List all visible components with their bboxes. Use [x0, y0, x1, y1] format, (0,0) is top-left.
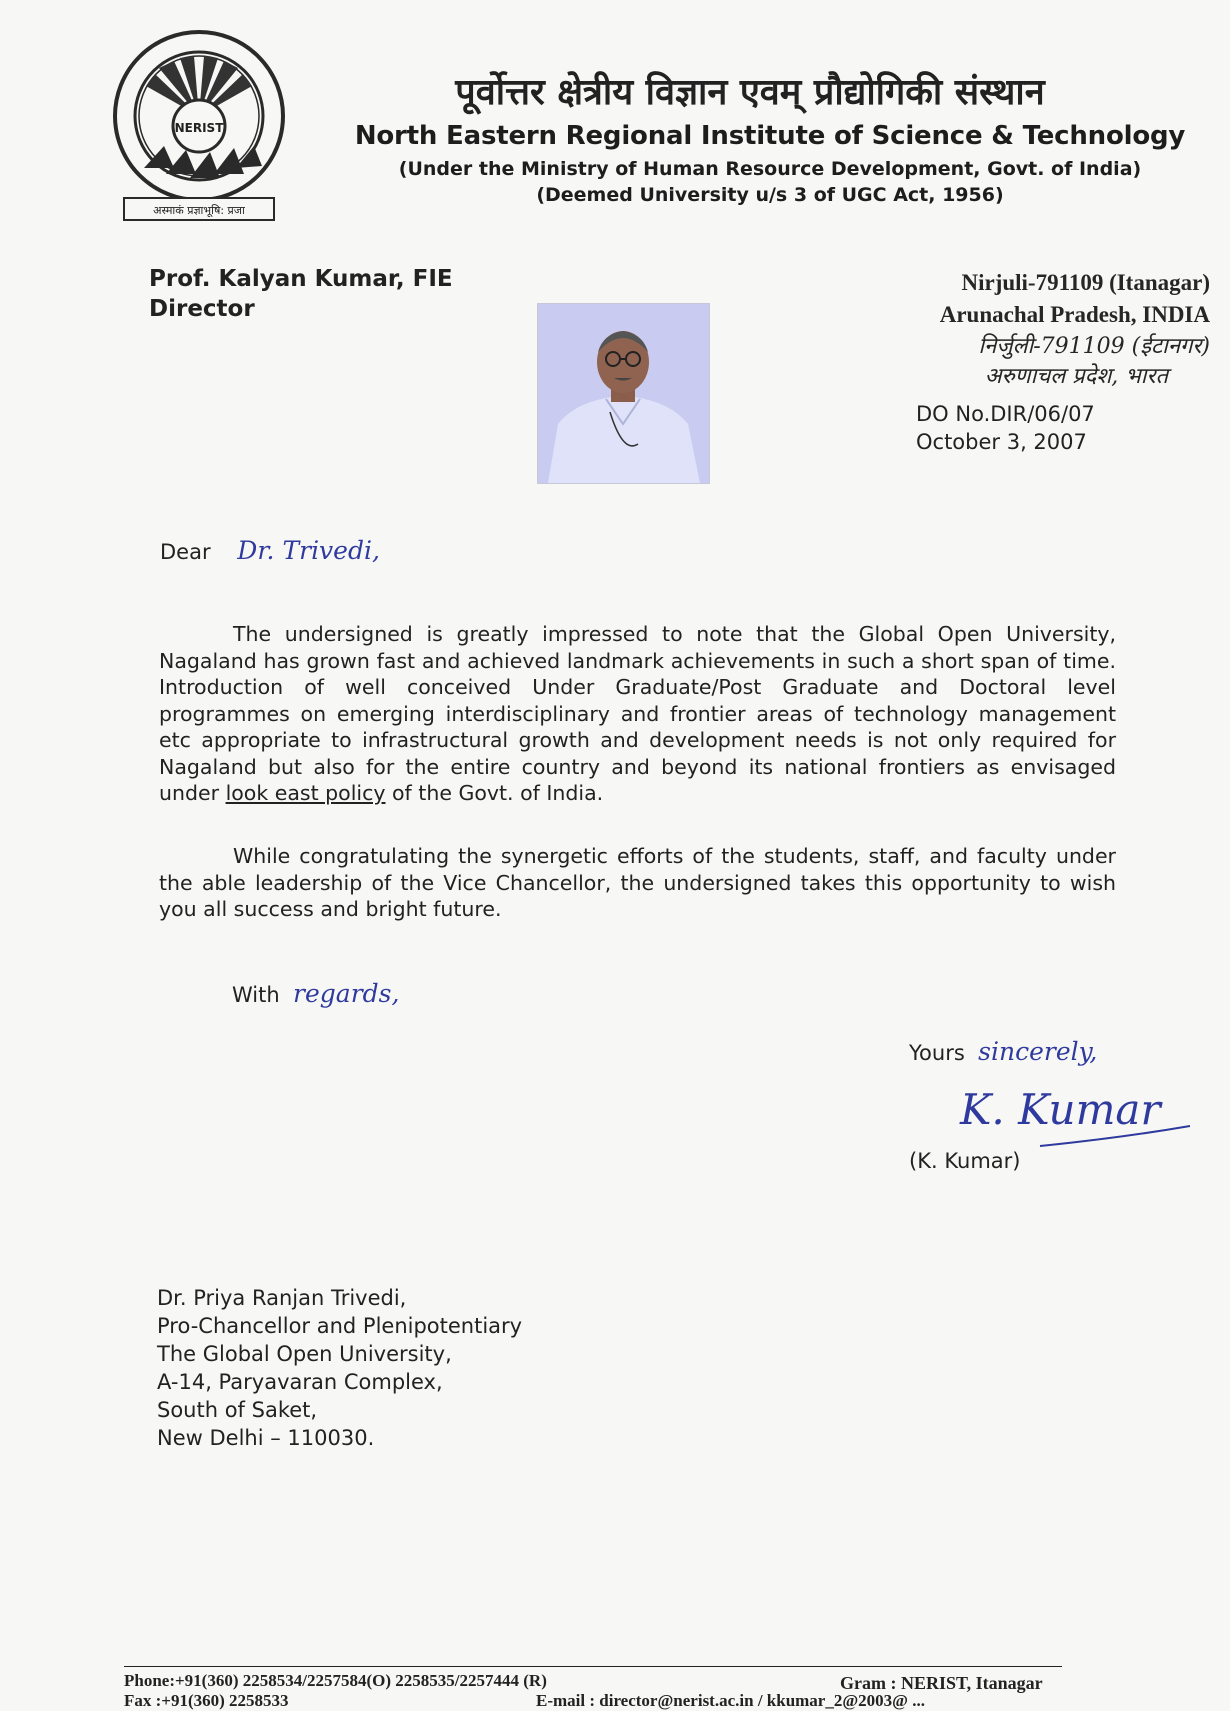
recipient-line: New Delhi – 110030.	[157, 1426, 375, 1450]
sender-title: Director	[149, 296, 255, 322]
address-line-4-hindi: अरुणाचल प्रदेश, भारत	[984, 364, 1168, 389]
footer-fax: Fax :+91(360) 2258533	[124, 1691, 289, 1710]
signoff	[909, 1037, 1097, 1066]
para1-text-before: The undersigned is greatly impressed to note that the Global Open University, Nagaland has grown fast and achieved landmark achievements in such a short span of time. Introduction of well conceived Under Graduate/Post Graduate and Doctoral level programmes on emerging interdisciplinary and frontier areas of technology management etc appropriate to infrastructural growth and development needs is not only required for Nagaland but also for the entire country and beyond its national frontiers as envisaged under	[159, 622, 1116, 805]
salutation-printed: Dear	[160, 540, 211, 564]
footer-gram: Gram : NERIST, Itanagar	[840, 1673, 1043, 1693]
institute-english-title: North Eastern Regional Institute of Science & Technology	[354, 121, 1186, 151]
recipient-line: South of Saket,	[157, 1398, 318, 1422]
closing-printed: With	[232, 983, 280, 1007]
logo-motto: अस्माकं प्रज्ञाभूषि: प्रजा	[153, 204, 245, 217]
institute-hindi-title: पूर्वोत्तर क्षेत्रीय विज्ञान एवम् प्रौद्योगिकी संस्थान	[455, 72, 1045, 113]
closing	[232, 979, 399, 1008]
recipient-address	[157, 1284, 522, 1452]
address-line-3-hindi: निर्जुली-791109 (ईटानगर)	[978, 334, 1210, 359]
person-portrait-icon	[538, 304, 709, 483]
signature-text: K. Kumar	[960, 1085, 1161, 1134]
footer-phone: Phone:+91(360) 2258534/2257584(O) 2258535/2257444 (R)	[124, 1671, 547, 1690]
salutation-handwritten: Dr. Trivedi,	[237, 536, 380, 565]
signoff-printed: Yours	[909, 1041, 965, 1065]
reference-number: DO No.DIR/06/07	[916, 402, 1095, 426]
salutation	[160, 536, 380, 565]
letter-date: October 3, 2007	[916, 430, 1087, 454]
logo-center-text: NERIST	[174, 121, 224, 135]
address-line-2: Arunachal Pradesh, INDIA	[939, 302, 1210, 327]
look-east-policy-text: look east policy	[225, 781, 386, 805]
recipient-line: A-14, Paryavaran Complex,	[157, 1370, 443, 1394]
ministry-subtitle: (Under the Ministry of Human Resource Development, Govt. of India)	[398, 158, 1142, 180]
recipient-line: Pro-Chancellor and Plenipotentiary	[157, 1314, 523, 1338]
footer-email: E-mail : director@nerist.ac.in / kkumar_2@2003@ ...	[536, 1691, 925, 1710]
footer-divider	[124, 1666, 1062, 1667]
body-paragraph-1	[159, 621, 1116, 807]
director-photo	[537, 303, 710, 484]
closing-handwritten: regards,	[293, 979, 400, 1008]
recipient-line: The Global Open University,	[157, 1342, 452, 1366]
deemed-university-subtitle: (Deemed University u/s 3 of UGC Act, 1956)	[536, 184, 1004, 206]
body-paragraph-2: While congratulating the synergetic efforts of the students, staff, and faculty under the able leadership of the Vice Chancellor, the undersigned takes this opportunity to wish you all success and bright future.	[159, 844, 1116, 921]
signed-name: (K. Kumar)	[909, 1149, 1021, 1173]
institute-logo	[104, 28, 294, 226]
sender-name: Prof. Kalyan Kumar, FIE	[149, 266, 453, 292]
para1-text-after: of the Govt. of India.	[385, 781, 604, 805]
recipient-line: Dr. Priya Ranjan Trivedi,	[157, 1286, 407, 1310]
address-line-1: Nirjuli-791109 (Itanagar)	[961, 270, 1210, 295]
signoff-handwritten: sincerely,	[978, 1037, 1098, 1066]
